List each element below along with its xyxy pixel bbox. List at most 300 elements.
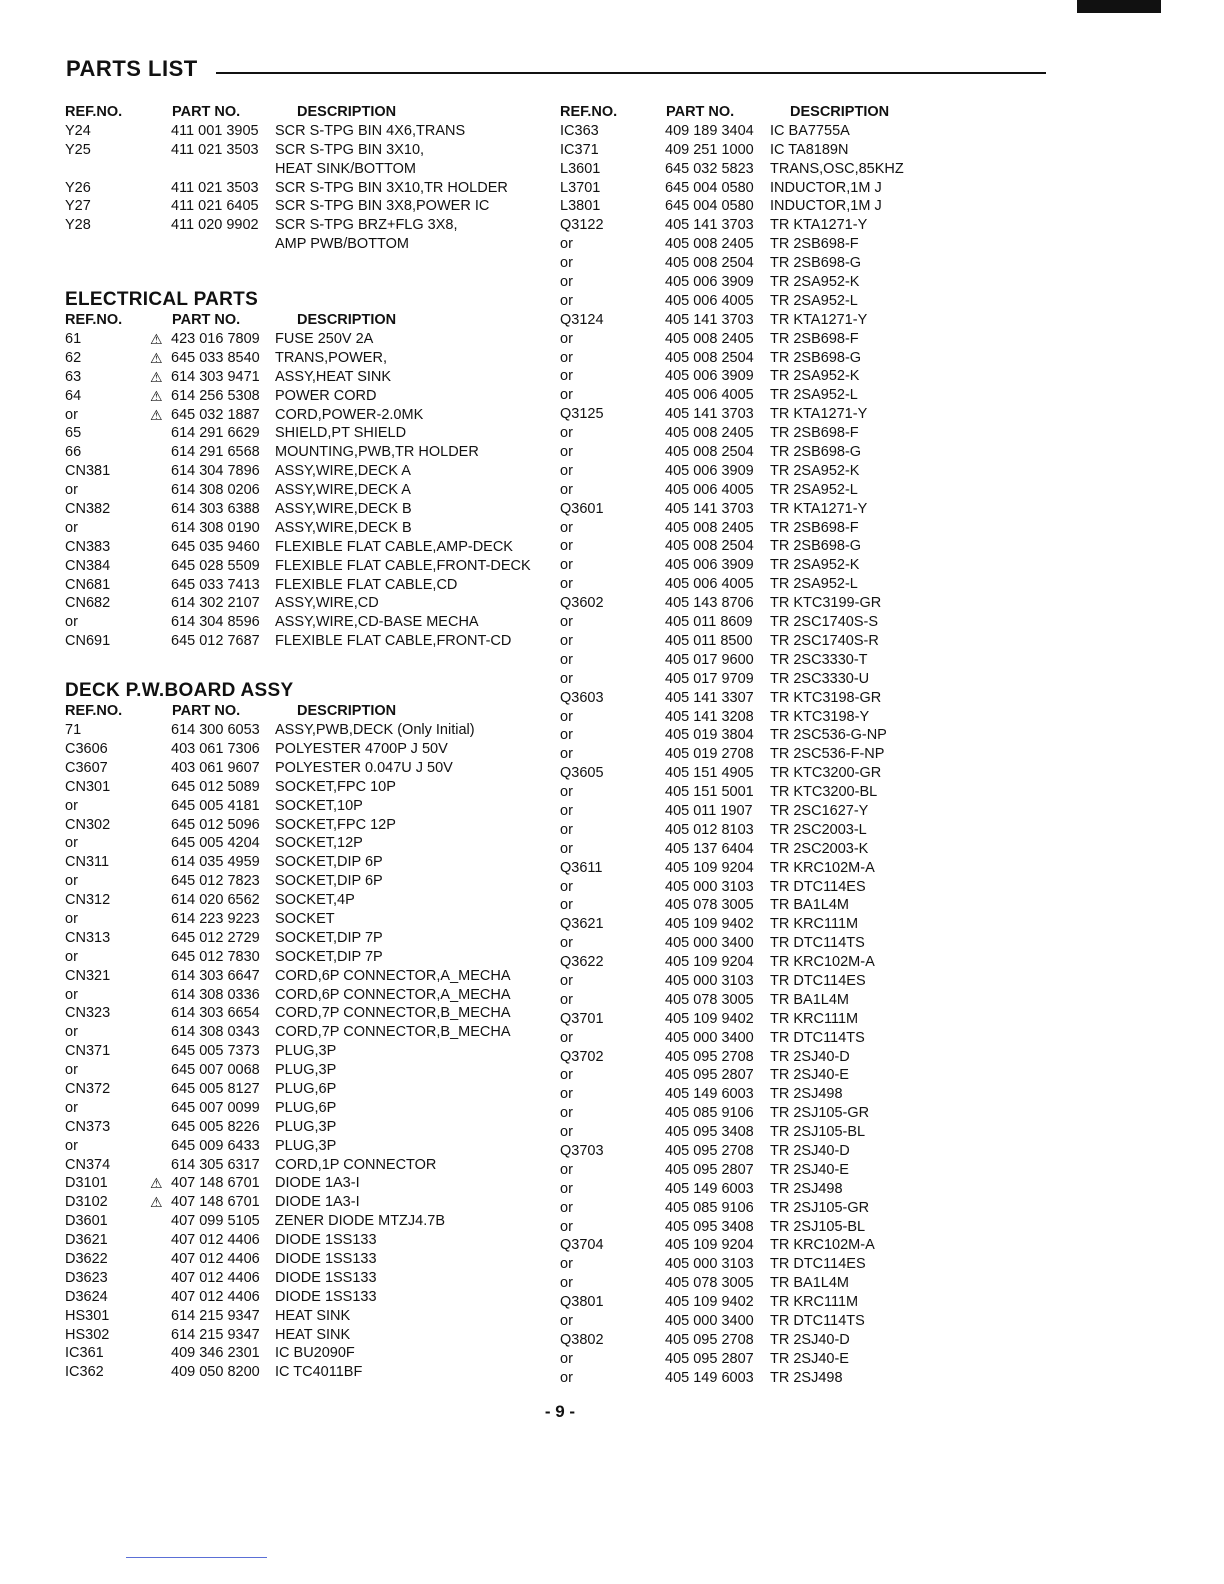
- description: TR KRC111M: [770, 1010, 859, 1027]
- description: SCR S-TPG BIN 3X10,: [275, 141, 425, 158]
- table-row: [560, 538, 920, 557]
- description: SHIELD,PT SHIELD: [275, 425, 407, 442]
- description: TR DTC114TS: [770, 1029, 865, 1046]
- part-no: 403 061 7306: [171, 740, 260, 757]
- ref-no: D3624: [65, 1288, 108, 1305]
- part-no: 405 078 3005: [665, 1275, 754, 1292]
- table-row: [560, 954, 920, 973]
- description: SOCKET,DIP 7P: [275, 929, 383, 946]
- part-no: 405 109 9204: [665, 859, 754, 876]
- table-row: [65, 1024, 555, 1043]
- part-no: 405 095 2807: [665, 1350, 754, 1367]
- description: TR 2SJ105-BL: [770, 1218, 866, 1235]
- description: POWER CORD: [275, 387, 377, 404]
- table-row: [560, 1011, 920, 1030]
- part-no: 411 001 3905: [171, 122, 259, 139]
- description: TR 2SJ105-GR: [770, 1105, 870, 1122]
- part-no: 405 109 9402: [665, 1010, 754, 1027]
- page-header: [66, 56, 1046, 84]
- part-no: 405 109 9204: [665, 1237, 754, 1254]
- table-row: [560, 1313, 920, 1332]
- table-row: [65, 180, 555, 199]
- table-row: [560, 123, 920, 142]
- description: SOCKET: [275, 910, 335, 927]
- table-row: [65, 123, 555, 142]
- description: ZENER DIODE MTZJ4.7B: [275, 1213, 445, 1230]
- description: SOCKET,DIP 6P: [275, 854, 383, 871]
- part-no: 645 007 0099: [171, 1099, 260, 1116]
- ref-no: Q3704: [560, 1237, 604, 1254]
- description: FLEXIBLE FLAT CABLE,AMP-DECK: [275, 538, 513, 555]
- table-row: [560, 1200, 920, 1219]
- ref-no: Y26: [65, 179, 91, 196]
- table-row: [560, 1162, 920, 1181]
- description: INDUCTOR,1M J: [770, 179, 882, 196]
- bottom-rule: [126, 1557, 267, 1558]
- description: TR 2SJ40-D: [770, 1331, 850, 1348]
- part-no: 405 008 2504: [665, 255, 754, 272]
- table-row: [560, 387, 920, 406]
- part-no: 645 035 9460: [171, 538, 260, 555]
- table-row: [560, 444, 920, 463]
- part-no: 405 137 6404: [665, 840, 754, 857]
- table-row: [65, 407, 555, 426]
- description: ASSY,WIRE,DECK B: [275, 519, 412, 536]
- part-no: 405 095 2807: [665, 1161, 754, 1178]
- description: TR 2SB698-F: [770, 236, 859, 253]
- part-no: 405 011 8609: [665, 614, 753, 631]
- table-row: [560, 1124, 920, 1143]
- description: TR DTC114ES: [770, 878, 866, 895]
- ref-no: or: [560, 255, 573, 272]
- part-no: 405 143 8706: [665, 595, 754, 612]
- description: IC TA8189N: [770, 141, 849, 158]
- part-no: 405 149 6003: [665, 1180, 754, 1197]
- part-no: 405 019 3804: [665, 727, 754, 744]
- description: DIODE 1A3-I: [275, 1175, 360, 1192]
- description: FLEXIBLE FLAT CABLE,FRONT-CD: [275, 633, 512, 650]
- part-no: 645 032 1887: [171, 406, 260, 423]
- description: TR 2SC1740S-S: [770, 614, 878, 631]
- table-row: [65, 930, 555, 949]
- part-no: 405 095 2708: [665, 1142, 754, 1159]
- description: ASSY,WIRE,DECK A: [275, 482, 411, 499]
- safety-warning-icon: ⚠: [150, 349, 163, 366]
- header-part: PART NO.: [172, 312, 241, 329]
- ref-no: D3101: [65, 1175, 108, 1192]
- table-row: [560, 406, 920, 425]
- part-no: 645 005 4204: [171, 835, 260, 852]
- description: TR 2SA952-L: [770, 292, 858, 309]
- table-row: [560, 860, 920, 879]
- ref-no: CN384: [65, 557, 111, 574]
- description: TR 2SB698-G: [770, 255, 862, 272]
- ref-no: or: [560, 292, 573, 309]
- description: TR 2SB698-G: [770, 538, 862, 555]
- description: SOCKET,10P: [275, 797, 363, 814]
- part-no: 405 017 9709: [665, 670, 754, 687]
- description: TR 2SA952-K: [770, 368, 860, 385]
- part-no: 614 215 9347: [171, 1307, 260, 1324]
- header-part: PART NO.: [172, 104, 241, 120]
- part-no: 405 109 9402: [665, 916, 754, 933]
- table-row: [65, 1289, 555, 1308]
- table-row: [560, 1370, 920, 1389]
- description: TR 2SA952-L: [770, 481, 858, 498]
- part-no: 405 095 2708: [665, 1048, 754, 1065]
- table-row: [560, 557, 920, 576]
- part-no: 411 021 3503: [171, 179, 259, 196]
- table-row: [65, 1119, 555, 1138]
- ref-no: or: [560, 935, 573, 952]
- part-no: 614 223 9223: [171, 910, 260, 927]
- table-row: [65, 633, 555, 652]
- description: PLUG,6P: [275, 1099, 337, 1116]
- table-row: [560, 1332, 920, 1351]
- description: TR DTC114ES: [770, 972, 866, 989]
- part-no: 645 033 8540: [171, 349, 260, 366]
- description: SOCKET,FPC 12P: [275, 816, 396, 833]
- part-no: 405 008 2405: [665, 330, 754, 347]
- ref-no: or: [560, 236, 573, 253]
- column-header: [560, 104, 920, 123]
- table-row: [65, 835, 555, 854]
- table-row: [65, 1043, 555, 1062]
- description: TR DTC114TS: [770, 935, 865, 952]
- part-no: 405 085 9106: [665, 1105, 754, 1122]
- description: FLEXIBLE FLAT CABLE,FRONT-DECK: [275, 557, 531, 574]
- ref-no: CN372: [65, 1080, 111, 1097]
- table-row: [560, 1237, 920, 1256]
- header-desc: DESCRIPTION: [790, 104, 890, 120]
- ref-no: or: [560, 425, 573, 442]
- table-row: [65, 501, 555, 520]
- table-row: [65, 1308, 555, 1327]
- part-no: 405 000 3400: [665, 1313, 754, 1329]
- table-row: [560, 198, 920, 217]
- ref-no: D3601: [65, 1213, 108, 1230]
- description: TR 2SB698-F: [770, 425, 859, 442]
- ref-no: CN302: [65, 816, 111, 833]
- part-no: 645 007 0068: [171, 1062, 260, 1079]
- description: TR 2SC1740S-R: [770, 632, 879, 649]
- safety-warning-icon: ⚠: [150, 387, 163, 404]
- ref-no: or: [560, 349, 573, 366]
- ref-no: or: [65, 835, 78, 852]
- ref-no: Y28: [65, 217, 91, 234]
- table-row: [560, 520, 920, 539]
- ref-no: or: [560, 651, 573, 668]
- ref-no: or: [560, 1086, 573, 1103]
- ref-no: or: [560, 746, 573, 763]
- ref-no: or: [560, 1161, 573, 1178]
- ref-no: Y25: [65, 141, 91, 158]
- description: SOCKET,12P: [275, 835, 363, 852]
- table-row: [65, 1062, 555, 1081]
- part-no: 614 303 9471: [171, 368, 260, 385]
- corner-mark: [1077, 0, 1161, 13]
- part-no: 645 005 7373: [171, 1043, 260, 1060]
- table-row: [560, 822, 920, 841]
- description: SOCKET,4P: [275, 892, 355, 909]
- left-column: [65, 104, 555, 1383]
- table-row: [65, 1175, 555, 1194]
- ref-no: or: [560, 330, 573, 347]
- column-header: [65, 104, 555, 123]
- ref-no: 65: [65, 425, 82, 442]
- part-no: 405 006 4005: [665, 576, 754, 593]
- description: TR BA1L4M: [770, 991, 849, 1008]
- part-no: 405 017 9600: [665, 651, 754, 668]
- ref-no: CN383: [65, 538, 111, 555]
- ref-no: or: [560, 538, 573, 555]
- part-no: 614 300 6053: [171, 722, 260, 739]
- ref-no: CN321: [65, 967, 111, 984]
- part-no: 645 032 5823: [665, 160, 754, 177]
- description: HEAT SINK: [275, 1307, 351, 1324]
- ref-no: CN682: [65, 595, 111, 612]
- ref-no: or: [560, 784, 573, 801]
- ref-no: or: [560, 972, 573, 989]
- table-row: [65, 331, 555, 350]
- part-no: 405 011 1907: [665, 802, 753, 819]
- ref-no: or: [65, 948, 78, 965]
- description: SCR S-TPG BIN 3X8,POWER IC: [275, 198, 490, 215]
- ref-no: CN691: [65, 633, 111, 650]
- part-no: 409 251 1000: [665, 141, 754, 158]
- ref-no: or: [560, 1313, 573, 1329]
- ref-no: or: [65, 482, 78, 499]
- ref-no: or: [560, 387, 573, 404]
- table-row: [560, 633, 920, 652]
- table-row: [560, 709, 920, 728]
- column-header: [65, 312, 555, 331]
- part-no: 614 035 4959: [171, 854, 260, 871]
- ref-no: or: [65, 519, 78, 536]
- description: TR 2SJ498: [770, 1086, 843, 1103]
- table-row: [560, 180, 920, 199]
- description: TR 2SJ40-E: [770, 1067, 849, 1084]
- description: IC BA7755A: [770, 122, 850, 139]
- description: TR 2SB698-F: [770, 330, 859, 347]
- ref-no: or: [560, 802, 573, 819]
- ref-no: D3621: [65, 1232, 108, 1249]
- description: TRANS,OSC,85KHZ: [770, 160, 904, 177]
- safety-warning-icon: ⚠: [150, 368, 163, 385]
- deck-parts-list: [65, 722, 555, 1383]
- table-row: [560, 1086, 920, 1105]
- ref-no: Q3621: [560, 916, 604, 933]
- table-row: [65, 520, 555, 539]
- description: MOUNTING,PWB,TR HOLDER: [275, 444, 479, 461]
- table-row: [560, 482, 920, 501]
- table-row: [560, 841, 920, 860]
- description: CORD,7P CONNECTOR,B_MECHA: [275, 1005, 511, 1022]
- table-row: [560, 973, 920, 992]
- part-no: 407 012 4406: [171, 1288, 260, 1305]
- part-no: 645 004 0580: [665, 198, 754, 215]
- ref-no: or: [560, 1180, 573, 1197]
- ref-no: or: [65, 614, 78, 631]
- table-row: [560, 1143, 920, 1162]
- ref-no: D3102: [65, 1194, 108, 1211]
- header-ref: REF.NO.: [65, 312, 123, 329]
- ref-no: Q3701: [560, 1010, 604, 1027]
- description: SCR S-TPG BIN 4X6,TRANS: [275, 122, 466, 139]
- ref-no: Q3703: [560, 1142, 604, 1159]
- safety-warning-icon: ⚠: [150, 1175, 163, 1192]
- part-no: 405 019 2708: [665, 746, 754, 763]
- part-no: 411 021 3503: [171, 141, 259, 158]
- ref-no: or: [560, 1199, 573, 1216]
- header-ref: REF.NO.: [65, 104, 123, 120]
- description: TR 2SA952-K: [770, 274, 860, 291]
- safety-warning-icon: ⚠: [150, 406, 163, 423]
- description: DIODE 1SS133: [275, 1269, 377, 1286]
- part-no: 614 308 0343: [171, 1024, 260, 1041]
- description: TR KTC3198-GR: [770, 689, 882, 706]
- ref-no: or: [560, 708, 573, 725]
- table-row: [65, 161, 555, 180]
- electrical-parts-list: [65, 331, 555, 652]
- part-no: 405 006 3909: [665, 462, 754, 479]
- ref-no: L3801: [560, 198, 601, 215]
- description: CORD,POWER-2.0MK: [275, 406, 424, 423]
- title-rule: [216, 72, 1046, 74]
- part-no: 645 012 5096: [171, 816, 260, 833]
- table-row: [65, 388, 555, 407]
- header-part: PART NO.: [172, 703, 241, 720]
- description: SCR S-TPG BIN 3X10,TR HOLDER: [275, 179, 508, 196]
- part-no: 614 303 6654: [171, 1005, 260, 1022]
- ref-no: or: [560, 991, 573, 1008]
- ref-no: or: [560, 1124, 573, 1141]
- part-no: 405 078 3005: [665, 991, 754, 1008]
- description: DIODE 1SS133: [275, 1232, 377, 1249]
- ref-no: L3701: [560, 179, 601, 196]
- part-no: 405 109 9204: [665, 954, 754, 971]
- part-no: 407 148 6701: [171, 1175, 260, 1192]
- description: TR 2SA952-L: [770, 576, 858, 593]
- ref-no: or: [65, 986, 78, 1003]
- table-row: [65, 722, 555, 741]
- table-row: [65, 1100, 555, 1119]
- part-no: 405 006 3909: [665, 557, 754, 574]
- part-no: 405 141 3703: [665, 500, 754, 517]
- table-row: [560, 576, 920, 595]
- table-row: [65, 854, 555, 873]
- description: TR KRC102M-A: [770, 1237, 875, 1254]
- deck-board-title: DECK P.W.BOARD ASSY: [65, 680, 294, 702]
- part-no: 407 012 4406: [171, 1232, 260, 1249]
- table-row: [560, 463, 920, 482]
- table-row: [65, 1251, 555, 1270]
- ref-no: CN311: [65, 854, 110, 871]
- description: TR DTC114TS: [770, 1313, 865, 1329]
- table-row: [560, 142, 920, 161]
- table-row: [65, 779, 555, 798]
- page-title: PARTS LIST: [66, 56, 198, 81]
- ref-no: IC361: [65, 1345, 104, 1362]
- ref-no: or: [560, 727, 573, 744]
- ref-no: Q3611: [560, 859, 603, 876]
- table-row: [65, 1005, 555, 1024]
- ref-no: D3623: [65, 1269, 108, 1286]
- ref-no: Q3122: [560, 217, 604, 234]
- electrical-parts-title: ELECTRICAL PARTS: [65, 289, 259, 311]
- table-row: [65, 892, 555, 911]
- ref-no: or: [560, 614, 573, 631]
- ref-no: CN373: [65, 1118, 111, 1135]
- description: ASSY,HEAT SINK: [275, 368, 392, 385]
- table-row: [560, 614, 920, 633]
- description: TR 2SJ40-D: [770, 1048, 850, 1065]
- safety-warning-icon: ⚠: [150, 1194, 163, 1211]
- description: FLEXIBLE FLAT CABLE,CD: [275, 576, 458, 593]
- part-no: 411 020 9902: [171, 217, 259, 234]
- part-no: 405 008 2405: [665, 425, 754, 442]
- right-parts-list: [560, 123, 920, 1389]
- table-row: [560, 350, 920, 369]
- part-no: 407 012 4406: [171, 1250, 260, 1267]
- table-row: [560, 671, 920, 690]
- table-row: [560, 727, 920, 746]
- table-row: [560, 652, 920, 671]
- description: PLUG,6P: [275, 1080, 337, 1097]
- description: PLUG,3P: [275, 1043, 337, 1060]
- description: TR KTA1271-Y: [770, 500, 868, 517]
- description: TR KRC102M-A: [770, 954, 875, 971]
- ref-no: or: [560, 519, 573, 536]
- description: IC TC4011BF: [275, 1364, 363, 1381]
- ref-no: Q3124: [560, 311, 604, 328]
- ref-no: or: [560, 274, 573, 291]
- ref-no: or: [560, 1105, 573, 1122]
- table-row: [560, 1219, 920, 1238]
- ref-no: or: [560, 840, 573, 857]
- ref-no: or: [65, 1137, 78, 1154]
- ref-no: Q3802: [560, 1331, 604, 1348]
- ref-no: or: [560, 1350, 573, 1367]
- part-no: 405 008 2405: [665, 236, 754, 253]
- table-row: [65, 142, 555, 161]
- ref-no: IC363: [560, 122, 599, 139]
- table-row: [560, 1049, 920, 1068]
- ref-no: 63: [65, 368, 82, 385]
- description: IC BU2090F: [275, 1345, 355, 1362]
- table-row: [560, 746, 920, 765]
- table-row: [65, 911, 555, 930]
- ref-no: or: [65, 797, 78, 814]
- description: TR 2SA952-K: [770, 462, 860, 479]
- ref-no: Q3125: [560, 406, 604, 423]
- part-no: 407 148 6701: [171, 1194, 260, 1211]
- description: DIODE 1SS133: [275, 1288, 377, 1305]
- description: TR BA1L4M: [770, 897, 849, 914]
- description: TR BA1L4M: [770, 1275, 849, 1292]
- part-no: 405 008 2504: [665, 444, 754, 461]
- ref-no: IC371: [560, 141, 599, 158]
- description: TR 2SC3330-T: [770, 651, 868, 668]
- table-row: [65, 236, 555, 255]
- table-row: [65, 198, 555, 217]
- ref-no: Y27: [65, 198, 91, 215]
- description: TR KRC111M: [770, 1294, 859, 1311]
- table-row: [65, 817, 555, 836]
- table-row: [65, 1157, 555, 1176]
- table-row: [65, 949, 555, 968]
- ref-no: C3607: [65, 759, 108, 776]
